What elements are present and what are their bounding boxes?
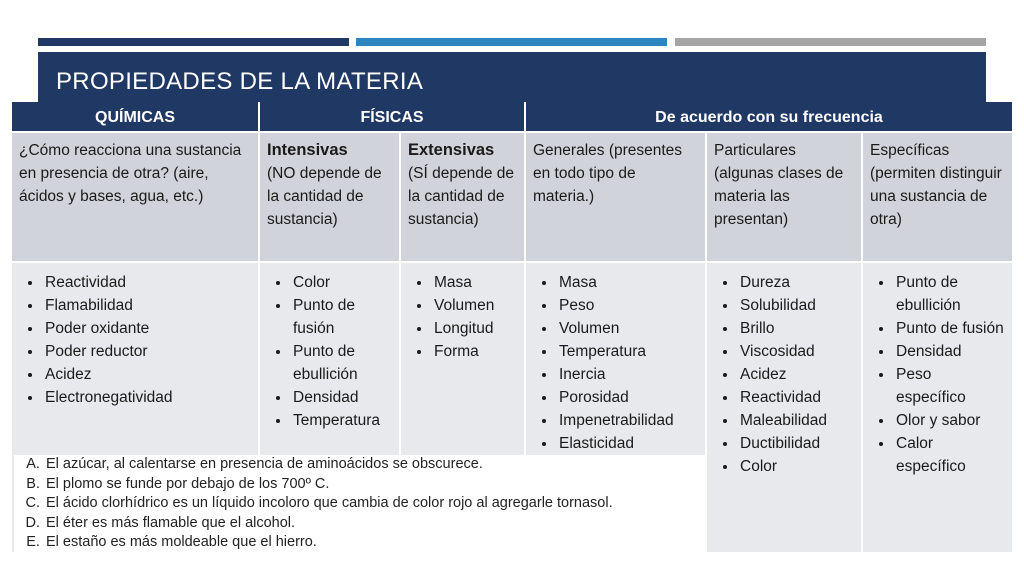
question-item: B. El plomo se funde por debajo de los 700º C. [44,475,706,495]
question-item: D. El éter es más flamable que el alcohol. [44,514,706,534]
list-item: • Dureza [738,271,854,294]
particulares-description: Particulares (algunas clases de materia las presentan) [707,133,863,263]
list-item: • Reactividad [738,386,854,409]
extensivas-description: (SÍ depende de la cantidad de sustancia) [408,165,515,228]
accent-bar-navy [38,38,349,46]
generales-list [533,271,698,455]
header-fisicas: FÍSICAS [260,102,526,133]
list-item: • Color [738,455,854,478]
quimicas-description: ¿Cómo reacciona una sustancia en presencia de otra? (aire, ácidos y bases, agua, etc.) [12,133,260,263]
list-item: • Reactividad [43,271,251,294]
list-item: • Olor y sabor [894,409,1005,432]
list-item: • Punto de fusión [894,317,1005,340]
extensivas-label: Extensivas [408,141,495,159]
list-item: • Acidez [738,363,854,386]
list-item: • Brillo [738,317,854,340]
list-item: • Peso específico [894,363,1005,409]
list-item: • Poder reductor [43,340,251,363]
list-item: • Masa [432,271,517,294]
list-item: • Densidad [291,386,392,409]
list-item: • Maleabilidad [738,409,854,432]
slide-title: PROPIEDADES DE LA MATERIA [56,68,424,95]
list-item: • Longitud [432,317,517,340]
question-item: C. El ácido clorhídrico es un líquido incoloro que cambia de color rojo al agregarle tornasol. [44,494,706,514]
list-item: • Viscosidad [738,340,854,363]
list-item: • Inercia [557,363,698,386]
list-item: • Porosidad [557,386,698,409]
extensivas-description-cell [401,133,526,263]
list-item: • Masa [557,271,698,294]
list-item: • Acidez [43,363,251,386]
generales-description: Generales (presentes en todo tipo de materia.) [526,133,707,263]
especificas-description: Específicas (permiten distinguir una sustancia de otra) [863,133,1014,263]
list-item: • Volumen [557,317,698,340]
header-quimicas: QUÍMICAS [12,102,260,133]
list-item: • Electronegatividad [43,386,251,409]
list-item: • Punto de ebullición [894,271,1005,317]
list-item: • Ductibilidad [738,432,854,455]
question-item: A. El azúcar, al calentarse en presencia de aminoácidos se obscurece. [44,455,706,475]
list-item: • Temperatura [557,340,698,363]
list-item: • Temperatura [291,409,392,432]
quimicas-list [19,271,251,409]
list-item: • Forma [432,340,517,363]
extensivas-list [408,271,517,363]
intensivas-label: Intensivas [267,141,348,159]
header-frecuencia: De acuerdo con su frecuencia [526,102,1014,133]
list-item: • Solubilidad [738,294,854,317]
list-item: • Impenetrabilidad [557,409,698,432]
intensivas-description: (NO depende de la cantidad de sustancia) [267,165,382,228]
questions-box [14,455,706,553]
list-item: • Elasticidad [557,432,698,455]
especificas-list [870,271,1005,478]
list-item: • Densidad [894,340,1005,363]
list-item: • Punto de ebullición [291,340,392,386]
question-item: E. El estaño es más moldeable que el hierro. [44,533,706,553]
especificas-list-cell [863,263,1014,554]
accent-bar-blue [356,38,667,46]
list-item: • Volumen [432,294,517,317]
list-item: • Poder oxidante [43,317,251,340]
intensivas-description-cell [260,133,401,263]
list-item: • Calor específico [894,432,1005,478]
list-item: • Punto de fusión [291,294,392,340]
list-item: • Flamabilidad [43,294,251,317]
list-item: • Color [291,271,392,294]
list-item: • Peso [557,294,698,317]
particulares-list-cell [707,263,863,554]
accent-bar-gray [675,38,986,46]
particulares-list [714,271,854,478]
questions-list [14,455,706,553]
intensivas-list [267,271,392,432]
